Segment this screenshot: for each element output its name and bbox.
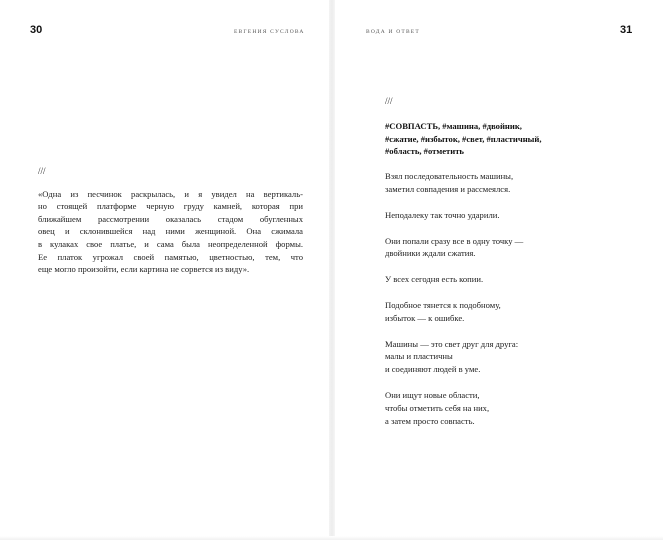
prose-line: овец и склонившейся над ними женщиной. Она сжимала [38,226,303,237]
hashtag-line: #сжатие, #избыток, #свет, #пластичный, [385,133,542,144]
poem-stanza [385,389,615,427]
poem-line: Взял последовательность машины, [385,171,514,182]
poem-line: двойники ждали сжатия. [385,248,476,259]
poem-line: заметил совпадения и рассмеялся. [385,183,511,194]
poem-stanza [385,209,615,222]
prose-line: но стоящей платформе черную груду камней, которая при [38,201,303,212]
right-running-head: ВОДА И ОТВЕТ [366,29,420,35]
poem-stanza [385,235,615,261]
poem-line: а затем просто совпасть. [385,415,475,426]
hashtag-line: #СОВПАСТЬ, #машина, #двойник, [385,120,522,131]
prose-line: Ее платок угрожал своей памятью, цветностью, тем, что [38,251,303,262]
poem-line: У всех сегодня есть копии. [385,274,484,285]
poem-line: Они ищут новые области, [385,389,480,400]
poem-line: Машины — это свет друг для друга: [385,338,519,349]
poem-line: малы и пластичны [385,351,453,362]
prose-line: в кулаках свое платье, и сама была неопределенной формы. [38,238,303,249]
prose-line: ближайшем рассмотрении оказалась стадом обугленных [38,213,303,224]
poem-stanza [385,170,615,196]
prose-line: «Одна из песчинок раскрылась, и я увидел на вертикаль- [38,188,303,199]
hashtag-line: #область, #отметить [385,146,464,157]
right-page-number: 31 [620,24,633,36]
poem-stanza [385,299,615,325]
prose-line: еще могло произойти, если картина не сорвется из виду». [38,264,250,275]
poem-line: чтобы отметить себя на них, [385,402,490,413]
poem-line: Они попали сразу все в одну точку — [385,235,524,246]
right-page-body [385,95,615,440]
quoted-paragraph [38,188,303,276]
poem-line: Неподалеку так точно ударили. [385,209,500,220]
left-page-number: 30 [30,24,43,36]
left-running-head: ЕВГЕНИЯ СУСЛОВА [234,29,305,35]
poem-line: избыток — к ошибке. [385,312,465,323]
book-gutter [329,0,335,540]
right-section-mark: /// [385,96,393,106]
hashtag-heading [385,120,615,158]
poem-stanza [385,338,615,376]
poem-line: и соединяют людей в уме. [385,364,481,375]
poem-stanza [385,273,615,286]
left-section-mark: /// [38,166,46,176]
page-bottom-edge [0,536,663,540]
poem-line: Подобное тянется к подобному, [385,299,501,310]
left-page-body [38,165,303,276]
